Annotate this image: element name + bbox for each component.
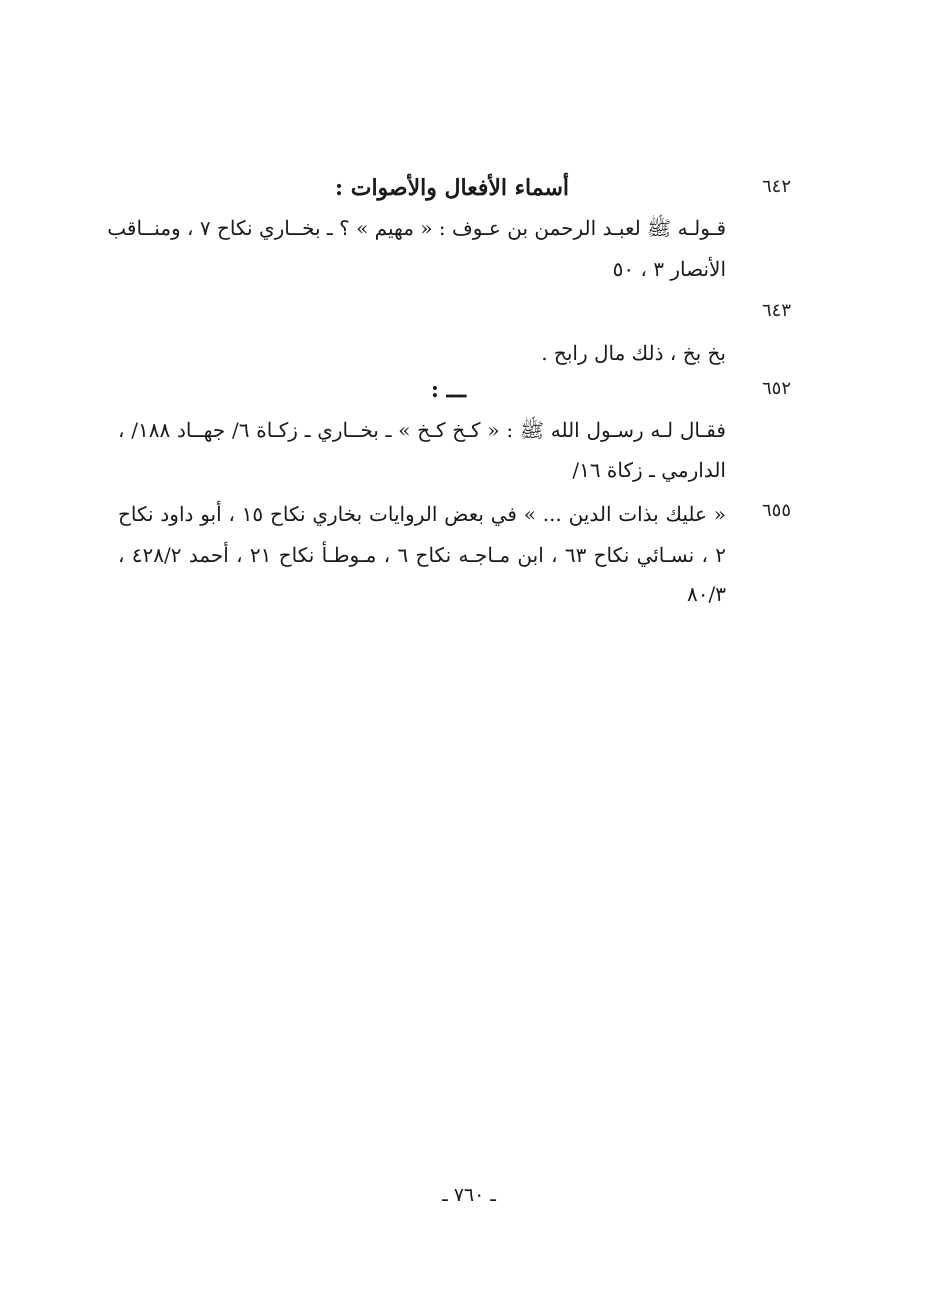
section-heading: ـــ :: [430, 377, 466, 403]
entry-text-line: قـولـه ﷺ لعبـد الرحمن بن عـوف : « مهيم » ؟ ـ بخــاري نكاح ٧ ، ومنــاقب: [107, 216, 726, 240]
page-number: ـ ٧٦٠ ـ: [442, 1184, 496, 1206]
entry-number: ٦٥٥: [762, 500, 792, 521]
entry-text-line: فقـال لـه رسـول الله ﷺ : « كـخ كـخ » ـ بخــاري ـ زكـاة ٦/ جهــاد ١٨٨/ ،: [118, 418, 726, 442]
entry-number: ٦٥٢: [762, 378, 792, 399]
entry-text-line: الأنصار ٣ ، ٥٠: [612, 257, 726, 281]
entry-text-line: الدارمي ـ زكاة ١٦/: [572, 458, 726, 482]
entry-text-line: ٨٠/٣: [687, 582, 726, 606]
section-heading: أسماء الأفعال والأصوات :: [334, 175, 569, 201]
entry-text-line: بخ بخ ، ذلك مال رابح .: [541, 341, 726, 365]
entry-number: ٦٤٣: [762, 300, 792, 321]
entry-number: ٦٤٢: [762, 176, 792, 197]
entry-text-line: ٢ ، نسـائي نكاح ٦٣ ، ابن مـاجـه نكاح ٦ ، مـوطـأ نكاح ٢١ ، أحمد ٤٢٨/٢ ،: [118, 543, 727, 567]
entry-text-line: « عليك بذات الدين ... » في بعض الروايات بخاري نكاح ١٥ ، أبو داود نكاح: [118, 502, 726, 526]
